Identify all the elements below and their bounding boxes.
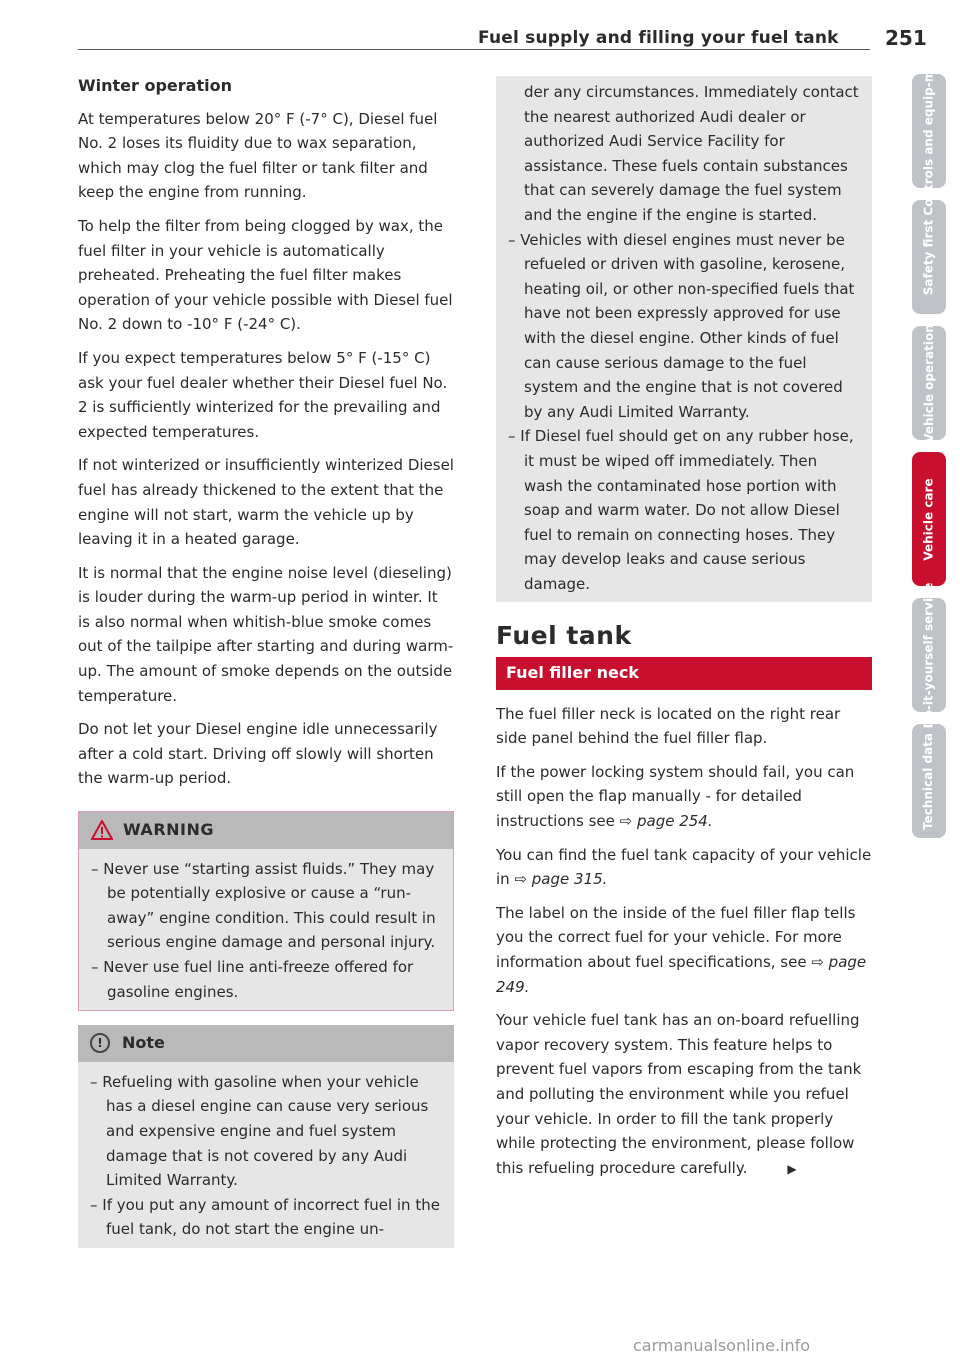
note-item: – If Diesel fuel should get on any rubber hose, it must be wiped off immediately. Then wash the contaminated hose portion with soap and warm water. Do not allow Diesel fuel to remain on connecting hoses. They may develop leaks and cause serious damage.: [508, 427, 854, 593]
continue-arrow-icon: ▶: [787, 1161, 797, 1176]
page-reference-link[interactable]: ⇨ page 254.: [619, 812, 713, 831]
tab-vehicle-operation[interactable]: [912, 323, 946, 443]
warning-title: WARNING: [123, 820, 214, 840]
paragraph: To help the filter from being clogged by wax, the fuel filter in your vehicle is automatically preheated. Preheating the fuel filter makes operation of your vehicle possible with Diesel fuel No. 2 down to -10° F (-24° C).: [78, 216, 453, 334]
paragraph: [496, 760, 872, 834]
page-reference-link[interactable]: ⇨ page 249.: [496, 953, 867, 996]
warning-header: [79, 812, 453, 849]
tab-label: Do-it-yourself service: [921, 582, 936, 728]
watermark: carmanualsonline.info: [633, 1336, 811, 1355]
right-column: [496, 74, 872, 1190]
tab-label: Vehicle operation: [921, 323, 936, 443]
note-item: – Vehicles with diesel engines must never be refueled or driven with gasoline, kerosene, heating oil, or other non-specified fuels that have not been expressly approved for use with the diesel engine. Other kinds of fuel can cause serious damage to the fuel system and the engine that is not covered by any Audi Limited Warranty.: [508, 230, 855, 421]
note-continued-box: [496, 76, 872, 602]
tab-technical-data[interactable]: [912, 724, 946, 838]
page-number: 251: [885, 26, 927, 50]
warning-triangle-icon: [91, 820, 113, 840]
note-continued-text: der any circumstances. Immediately contact the nearest authorized Audi dealer or authorized Audi Service Facility for assistance. These fuels contain substances that can severely damage the fuel system and the engine if the engine is started.: [524, 83, 859, 224]
warning-box: [78, 811, 454, 1011]
paragraph-text: Your vehicle fuel tank has an on-board refuelling vapor recovery system. This feature helps to prevent fuel vapors from escaping from the tank and polluting the environment while you refuel your vehicle. In order to fill the tank properly while protecting the environment, please follow this refueling procedure carefully.: [496, 1011, 862, 1177]
paragraph: [496, 1008, 872, 1181]
paragraph-text: The label on the inside of the fuel filler flap tells you the correct fuel for your vehicle. For more information about fuel specifications, see: [496, 903, 856, 971]
warning-item: – Never use fuel line anti-freeze offered for gasoline engines.: [91, 958, 414, 1001]
tab-label: Vehicle care: [921, 477, 936, 561]
tab-label: Controls and equip-ment: [921, 46, 936, 216]
paragraph-text: If the power locking system should fail, you can still open the flap manually - for detailed instructions see: [496, 762, 855, 831]
paragraph-text: You can find the fuel tank capacity of your vehicle in: [496, 845, 872, 889]
tab-safety-first[interactable]: [912, 200, 946, 314]
tab-vehicle-care[interactable]: [912, 452, 946, 586]
note-item: – Refueling with gasoline when your vehicle has a diesel engine can cause very serious and expensive engine and fuel system damage that is not covered by any Audi Limited Warranty.: [90, 1072, 429, 1190]
winter-operation-heading: Winter operation: [78, 76, 232, 95]
note-title: Note: [122, 1033, 165, 1053]
note-box: [78, 1025, 454, 1248]
note-header: [78, 1025, 454, 1062]
paragraph: The fuel filler neck is located on the right rear side panel behind the fuel filler flap.: [496, 704, 841, 748]
paragraph: It is normal that the engine noise level (dieseling) is louder during the warm-up period in winter. It is also normal when whitish-blue smoke comes out of the tailpipe after starting and during warm-up. The amount of smoke depends on the outside temperature.: [78, 563, 454, 705]
left-column: [78, 74, 454, 1248]
paragraph: [496, 901, 872, 999]
fuel-filler-neck-banner: Fuel filler neck: [496, 657, 872, 690]
chapter-tabs: [912, 46, 946, 850]
tab-label: Technical data: [921, 732, 936, 830]
tab-controls-and-equipment[interactable]: [912, 46, 946, 216]
header-rule: [78, 49, 870, 50]
tab-label: Safety first: [921, 219, 936, 295]
tab-do-it-yourself-service[interactable]: [912, 582, 946, 728]
section-title-fuel-tank: Fuel tank: [496, 621, 632, 651]
header-title: Fuel supply and filling your fuel tank: [478, 28, 839, 48]
info-circle-icon: !: [90, 1033, 110, 1053]
paragraph: At temperatures below 20° F (-7° C), Diesel fuel No. 2 loses its fluidity due to wax separation, which may clog the fuel filter or tank filter and keep the engine from running.: [78, 109, 438, 202]
paragraph: Do not let your Diesel engine idle unnecessarily after a cold start. Driving off slowly will shorten the warm-up period.: [78, 720, 438, 788]
paragraph: If you expect temperatures below 5° F (-15° C) ask your fuel dealer whether their Diesel fuel No. 2 is sufficiently winterized for the prevailing and expected temperatures.: [78, 348, 448, 441]
page-reference-link[interactable]: ⇨ page 315.: [514, 870, 608, 889]
paragraph: If not winterized or insufficiently winterized Diesel fuel has already thickened to the extent that the engine will not start, warm the vehicle up by leaving it in a heated garage.: [78, 456, 454, 549]
paragraph: [496, 843, 872, 892]
warning-item: – Never use “starting assist fluids.” They may be potentially explosive or cause a “run-away” engine condition. This could result in serious engine damage and personal injury.: [91, 859, 436, 952]
note-item: – If you put any amount of incorrect fuel in the fuel tank, do not start the engine un-: [90, 1195, 440, 1239]
